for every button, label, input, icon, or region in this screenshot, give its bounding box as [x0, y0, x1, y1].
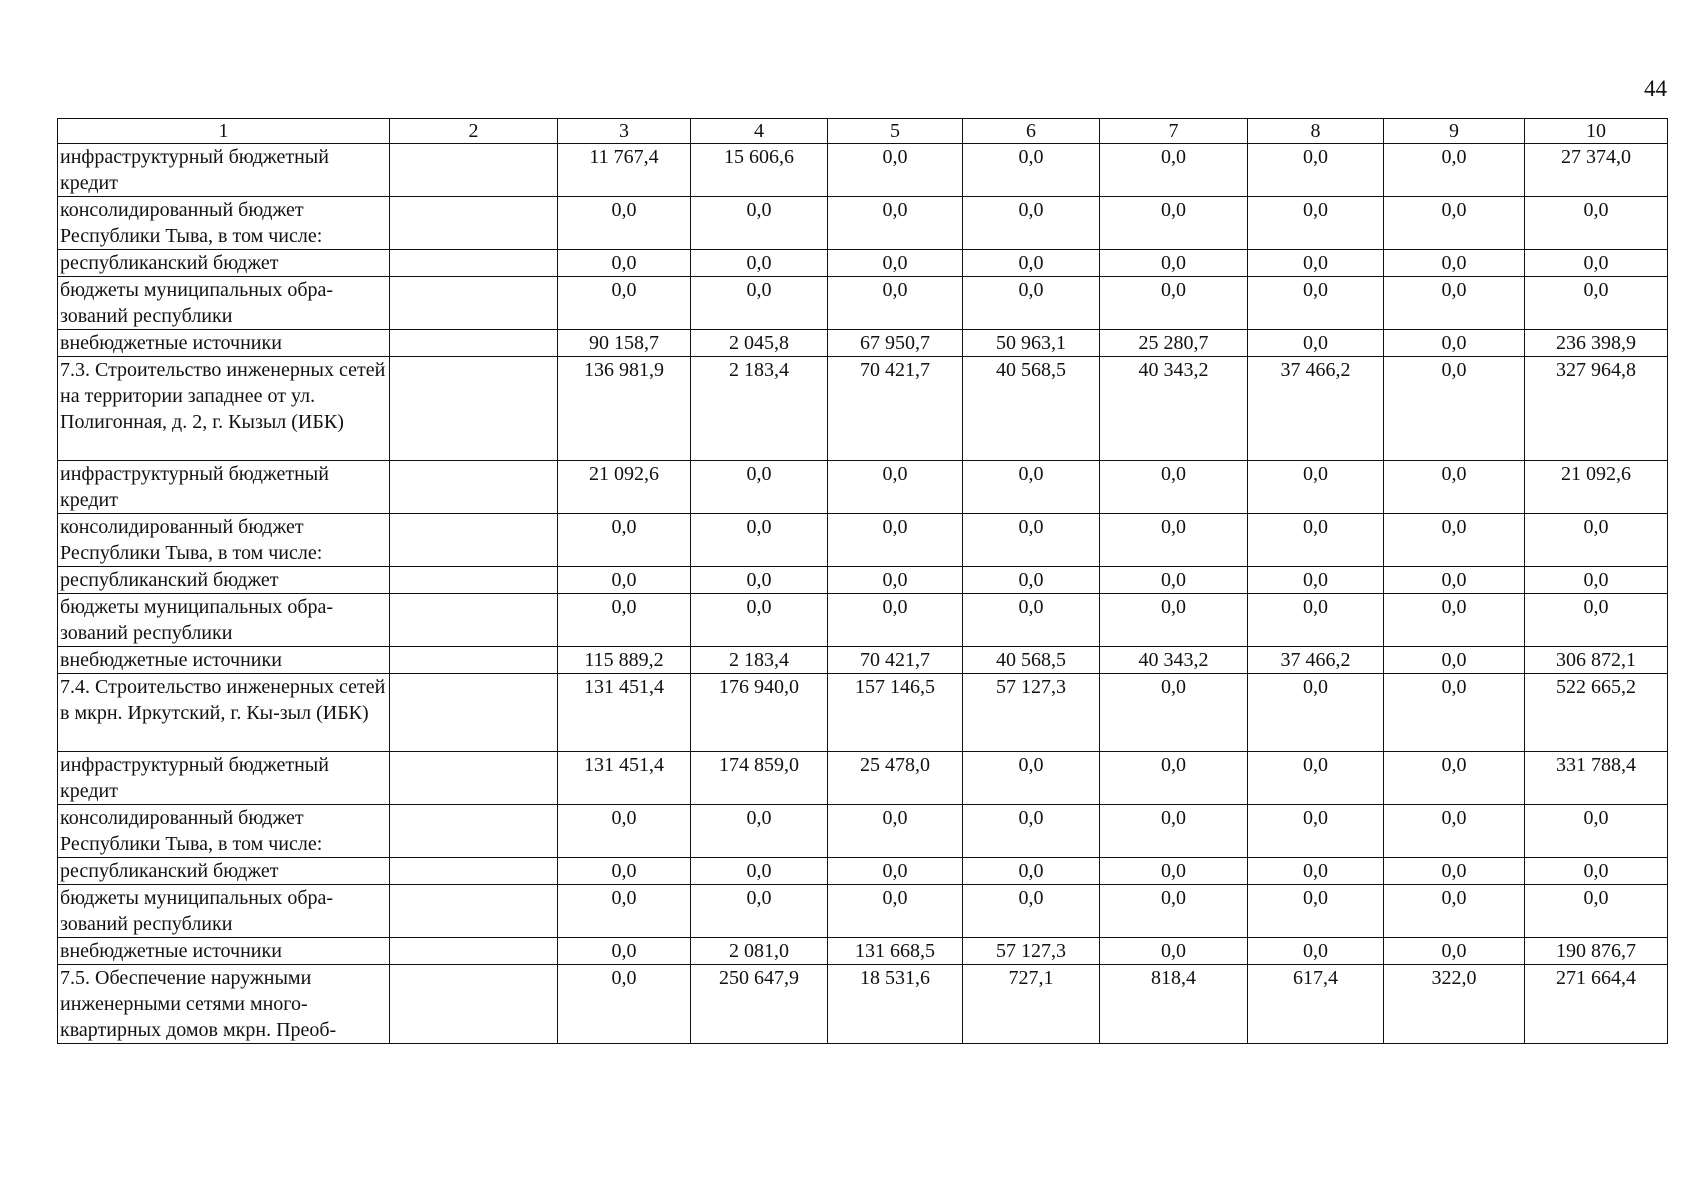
value-cell: 174 859,0	[691, 752, 828, 805]
value-cell: 0,0	[1384, 858, 1525, 885]
value-cell: 0,0	[963, 594, 1100, 647]
value-cell: 0,0	[963, 885, 1100, 938]
value-cell: 0,0	[1100, 144, 1248, 197]
table-row	[58, 885, 1668, 938]
value-cell: 0,0	[1384, 938, 1525, 965]
value-cell: 131 451,4	[558, 752, 691, 805]
value-cell: 115 889,2	[558, 647, 691, 674]
value-cell: 136 981,9	[558, 357, 691, 461]
empty-cell	[390, 567, 558, 594]
row-label: инфраструктурный бюджетный кредит	[58, 752, 390, 805]
value-cell: 50 963,1	[963, 330, 1100, 357]
value-cell: 0,0	[1100, 938, 1248, 965]
value-cell: 25 280,7	[1100, 330, 1248, 357]
value-cell: 40 343,2	[1100, 357, 1248, 461]
value-cell: 0,0	[1525, 805, 1668, 858]
value-cell: 0,0	[558, 885, 691, 938]
value-cell: 0,0	[691, 197, 828, 250]
table-row	[58, 858, 1668, 885]
budget-table	[57, 118, 1668, 1044]
value-cell: 0,0	[1525, 277, 1668, 330]
value-cell: 250 647,9	[691, 965, 828, 1044]
value-cell: 0,0	[691, 858, 828, 885]
row-label: внебюджетные источники	[58, 647, 390, 674]
value-cell: 0,0	[828, 277, 963, 330]
value-cell: 0,0	[1384, 647, 1525, 674]
empty-cell	[390, 277, 558, 330]
value-cell: 0,0	[963, 805, 1100, 858]
column-header: 7	[1100, 119, 1248, 144]
row-label: внебюджетные источники	[58, 938, 390, 965]
column-header: 1	[58, 119, 390, 144]
value-cell: 617,4	[1248, 965, 1384, 1044]
value-cell: 0,0	[1525, 858, 1668, 885]
column-header: 5	[828, 119, 963, 144]
empty-cell	[390, 647, 558, 674]
column-header: 8	[1248, 119, 1384, 144]
value-cell: 0,0	[963, 144, 1100, 197]
value-cell: 0,0	[691, 885, 828, 938]
value-cell: 0,0	[1384, 514, 1525, 567]
value-cell: 21 092,6	[558, 461, 691, 514]
table-row	[58, 752, 1668, 805]
value-cell: 70 421,7	[828, 647, 963, 674]
empty-cell	[390, 594, 558, 647]
value-cell: 0,0	[1248, 461, 1384, 514]
row-label: консолидированный бюджет Республики Тыва, в том числе:	[58, 197, 390, 250]
value-cell: 0,0	[1100, 858, 1248, 885]
empty-cell	[390, 674, 558, 752]
column-header-row	[58, 119, 1668, 144]
value-cell: 18 531,6	[828, 965, 963, 1044]
value-cell: 0,0	[691, 594, 828, 647]
value-cell: 15 606,6	[691, 144, 828, 197]
value-cell: 0,0	[1100, 277, 1248, 330]
empty-cell	[390, 144, 558, 197]
value-cell: 0,0	[828, 197, 963, 250]
value-cell: 37 466,2	[1248, 647, 1384, 674]
value-cell: 0,0	[1248, 514, 1384, 567]
value-cell: 0,0	[691, 461, 828, 514]
row-label: республиканский бюджет	[58, 250, 390, 277]
value-cell: 0,0	[691, 277, 828, 330]
value-cell: 0,0	[1248, 250, 1384, 277]
value-cell: 0,0	[1100, 250, 1248, 277]
value-cell: 0,0	[963, 197, 1100, 250]
column-header: 10	[1525, 119, 1668, 144]
value-cell: 0,0	[1100, 567, 1248, 594]
row-label: республиканский бюджет	[58, 858, 390, 885]
empty-cell	[390, 885, 558, 938]
value-cell: 0,0	[1100, 594, 1248, 647]
row-label: инфраструктурный бюджетный кредит	[58, 144, 390, 197]
value-cell: 2 183,4	[691, 357, 828, 461]
value-cell: 0,0	[558, 250, 691, 277]
value-cell: 0,0	[1384, 197, 1525, 250]
value-cell: 0,0	[558, 567, 691, 594]
empty-cell	[390, 461, 558, 514]
table-row	[58, 594, 1668, 647]
value-cell: 0,0	[828, 885, 963, 938]
row-label: бюджеты муниципальных обра-зований республики	[58, 277, 390, 330]
value-cell: 0,0	[963, 567, 1100, 594]
value-cell: 0,0	[1384, 752, 1525, 805]
value-cell: 522 665,2	[1525, 674, 1668, 752]
row-label: бюджеты муниципальных обра-зований республики	[58, 594, 390, 647]
value-cell: 0,0	[558, 938, 691, 965]
value-cell: 0,0	[1100, 461, 1248, 514]
value-cell: 0,0	[828, 805, 963, 858]
value-cell: 0,0	[1248, 197, 1384, 250]
value-cell: 0,0	[963, 461, 1100, 514]
value-cell: 190 876,7	[1525, 938, 1668, 965]
value-cell: 0,0	[1384, 805, 1525, 858]
row-label: республиканский бюджет	[58, 567, 390, 594]
value-cell: 0,0	[1100, 197, 1248, 250]
value-cell: 67 950,7	[828, 330, 963, 357]
value-cell: 40 343,2	[1100, 647, 1248, 674]
value-cell: 0,0	[1384, 567, 1525, 594]
value-cell: 0,0	[1100, 674, 1248, 752]
value-cell: 0,0	[1248, 594, 1384, 647]
value-cell: 2 081,0	[691, 938, 828, 965]
value-cell: 25 478,0	[828, 752, 963, 805]
value-cell: 0,0	[1384, 250, 1525, 277]
value-cell: 0,0	[1384, 144, 1525, 197]
value-cell: 0,0	[1525, 197, 1668, 250]
value-cell: 306 872,1	[1525, 647, 1668, 674]
empty-cell	[390, 858, 558, 885]
value-cell: 0,0	[1248, 805, 1384, 858]
table-row	[58, 197, 1668, 250]
empty-cell	[390, 330, 558, 357]
value-cell: 727,1	[963, 965, 1100, 1044]
column-header: 4	[691, 119, 828, 144]
empty-cell	[390, 938, 558, 965]
table-row	[58, 938, 1668, 965]
page-number: 44	[1644, 76, 1667, 101]
table-row	[58, 330, 1668, 357]
value-cell: 0,0	[1248, 858, 1384, 885]
value-cell: 818,4	[1100, 965, 1248, 1044]
empty-cell	[390, 752, 558, 805]
table-row	[58, 144, 1668, 197]
value-cell: 131 451,4	[558, 674, 691, 752]
row-label: бюджеты муниципальных обра-зований республики	[58, 885, 390, 938]
value-cell: 0,0	[558, 514, 691, 567]
empty-cell	[390, 357, 558, 461]
value-cell: 0,0	[558, 197, 691, 250]
value-cell: 11 767,4	[558, 144, 691, 197]
value-cell: 57 127,3	[963, 938, 1100, 965]
column-header: 9	[1384, 119, 1525, 144]
value-cell: 0,0	[963, 514, 1100, 567]
column-header: 3	[558, 119, 691, 144]
value-cell: 0,0	[1100, 514, 1248, 567]
value-cell: 0,0	[963, 250, 1100, 277]
value-cell: 0,0	[1525, 594, 1668, 647]
value-cell: 0,0	[828, 594, 963, 647]
value-cell: 40 568,5	[963, 647, 1100, 674]
column-header: 2	[390, 119, 558, 144]
value-cell: 0,0	[1100, 752, 1248, 805]
value-cell: 0,0	[1384, 277, 1525, 330]
value-cell: 157 146,5	[828, 674, 963, 752]
empty-cell	[390, 514, 558, 567]
value-cell: 0,0	[1248, 330, 1384, 357]
table-row	[58, 965, 1668, 1044]
value-cell: 0,0	[963, 277, 1100, 330]
table-row	[58, 277, 1668, 330]
empty-cell	[390, 965, 558, 1044]
table-row	[58, 674, 1668, 752]
row-label: 7.5. Обеспечение наружными инженерными сетями много-квартирных домов мкрн. Преоб-	[58, 965, 390, 1044]
value-cell: 37 466,2	[1248, 357, 1384, 461]
row-label: консолидированный бюджет Республики Тыва, в том числе:	[58, 805, 390, 858]
row-label: инфраструктурный бюджетный кредит	[58, 461, 390, 514]
value-cell: 0,0	[1384, 885, 1525, 938]
value-cell: 236 398,9	[1525, 330, 1668, 357]
value-cell: 0,0	[1384, 594, 1525, 647]
column-header: 6	[963, 119, 1100, 144]
value-cell: 0,0	[828, 144, 963, 197]
value-cell: 0,0	[691, 805, 828, 858]
row-label: 7.3. Строительство инженерных сетей на территории западнее от ул. Полигонная, д. 2, г. Кызыл (ИБК)	[58, 357, 390, 461]
value-cell: 0,0	[828, 567, 963, 594]
table-body	[58, 144, 1668, 1044]
value-cell: 0,0	[1248, 938, 1384, 965]
table-row	[58, 461, 1668, 514]
value-cell: 322,0	[1384, 965, 1525, 1044]
value-cell: 0,0	[1525, 567, 1668, 594]
value-cell: 0,0	[1384, 674, 1525, 752]
empty-cell	[390, 197, 558, 250]
value-cell: 0,0	[691, 250, 828, 277]
value-cell: 0,0	[1384, 461, 1525, 514]
value-cell: 0,0	[1248, 885, 1384, 938]
value-cell: 2 183,4	[691, 647, 828, 674]
row-label: консолидированный бюджет Республики Тыва, в том числе:	[58, 514, 390, 567]
value-cell: 0,0	[963, 858, 1100, 885]
value-cell: 0,0	[828, 858, 963, 885]
value-cell: 90 158,7	[558, 330, 691, 357]
value-cell: 0,0	[558, 277, 691, 330]
value-cell: 327 964,8	[1525, 357, 1668, 461]
value-cell: 0,0	[963, 752, 1100, 805]
value-cell: 0,0	[691, 514, 828, 567]
value-cell: 0,0	[558, 858, 691, 885]
value-cell: 0,0	[1248, 567, 1384, 594]
value-cell: 0,0	[558, 594, 691, 647]
value-cell: 0,0	[1384, 330, 1525, 357]
value-cell: 0,0	[828, 250, 963, 277]
value-cell: 0,0	[1525, 885, 1668, 938]
empty-cell	[390, 250, 558, 277]
value-cell: 0,0	[828, 461, 963, 514]
value-cell: 0,0	[1248, 752, 1384, 805]
value-cell: 2 045,8	[691, 330, 828, 357]
value-cell: 0,0	[1525, 514, 1668, 567]
table-row	[58, 357, 1668, 461]
value-cell: 21 092,6	[1525, 461, 1668, 514]
value-cell: 131 668,5	[828, 938, 963, 965]
value-cell: 27 374,0	[1525, 144, 1668, 197]
empty-cell	[390, 805, 558, 858]
value-cell: 0,0	[1384, 357, 1525, 461]
value-cell: 0,0	[1248, 144, 1384, 197]
value-cell: 176 940,0	[691, 674, 828, 752]
value-cell: 0,0	[558, 965, 691, 1044]
value-cell: 331 788,4	[1525, 752, 1668, 805]
row-label: внебюджетные источники	[58, 330, 390, 357]
table-row	[58, 567, 1668, 594]
value-cell: 0,0	[1248, 277, 1384, 330]
value-cell: 0,0	[828, 514, 963, 567]
value-cell: 0,0	[691, 567, 828, 594]
value-cell: 57 127,3	[963, 674, 1100, 752]
value-cell: 0,0	[1525, 250, 1668, 277]
value-cell: 70 421,7	[828, 357, 963, 461]
value-cell: 0,0	[1100, 885, 1248, 938]
table-row	[58, 805, 1668, 858]
value-cell: 40 568,5	[963, 357, 1100, 461]
table-row	[58, 647, 1668, 674]
table-row	[58, 514, 1668, 567]
row-label: 7.4. Строительство инженерных сетей в мкрн. Иркутский, г. Кы-зыл (ИБК)	[58, 674, 390, 752]
value-cell: 0,0	[558, 805, 691, 858]
value-cell: 0,0	[1248, 674, 1384, 752]
value-cell: 0,0	[1100, 805, 1248, 858]
value-cell: 271 664,4	[1525, 965, 1668, 1044]
table-row	[58, 250, 1668, 277]
